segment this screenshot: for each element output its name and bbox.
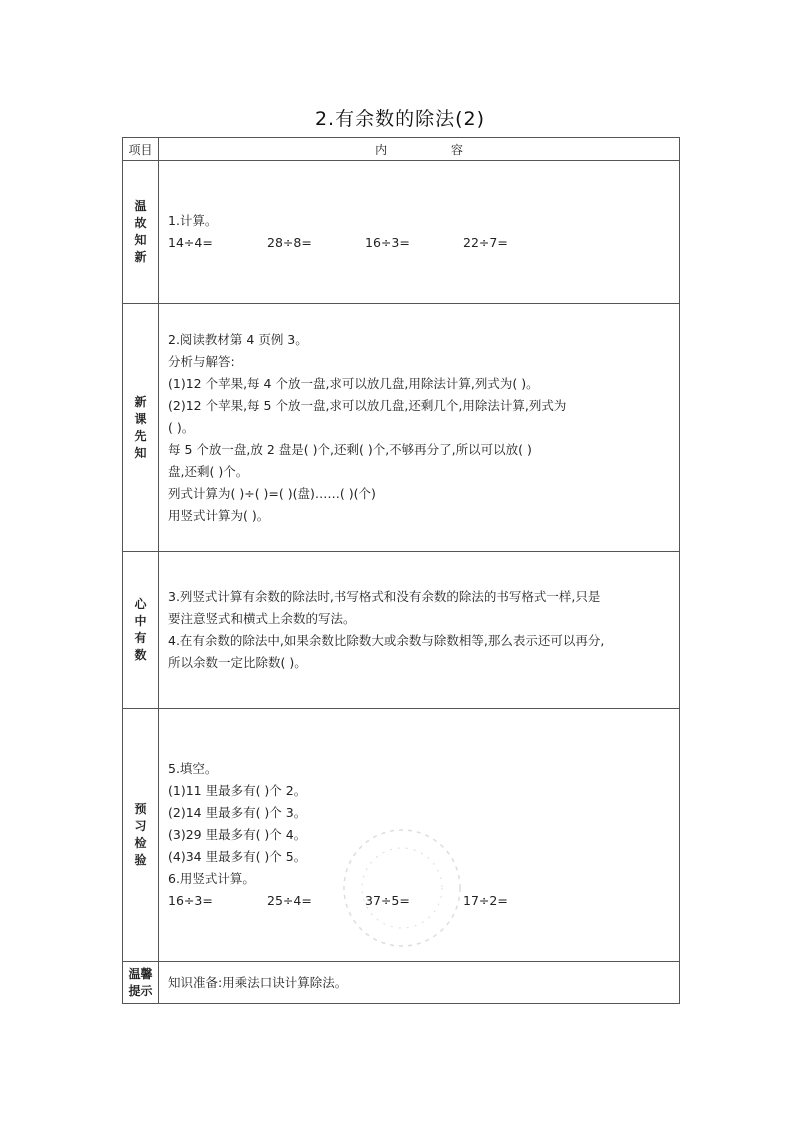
calc-item: 14÷4= (168, 235, 213, 250)
calc-item: 17÷2= (463, 893, 508, 908)
tip-text: 知识准备:用乘法口诀计算除法。 (168, 974, 348, 990)
question-5: 5.填空。 (168, 761, 218, 776)
header-content: 内 容 (159, 138, 680, 161)
watermark-seal (337, 823, 467, 953)
tip-label: 温馨 提示 (123, 962, 159, 1004)
calc-item: 16÷3= (365, 235, 410, 250)
calc-item: 37÷5= (365, 893, 410, 908)
preview-label: 预 习 检 验 (123, 709, 159, 962)
tip-row (123, 962, 680, 1004)
calc-item: 25÷4= (267, 893, 312, 908)
header-item: 项目 (123, 138, 159, 161)
fill-item: (3)29 里最多有( )个 4。 (168, 827, 307, 842)
analysis-line: (1)12 个苹果,每 4 个放一盘,求可以放几盘,用除法计算,列式为( )。 (168, 375, 539, 391)
calc-item: 16÷3= (168, 893, 213, 908)
analysis-heading: 分析与解答: (168, 353, 235, 369)
mind-label: 心 中 有 数 (123, 552, 159, 709)
fill-item: (1)11 里最多有( )个 2。 (168, 783, 307, 798)
mind-row (123, 552, 680, 709)
review-label: 温 故 知 新 (123, 161, 159, 304)
new-lesson-content (159, 304, 680, 552)
analysis-line: 盘,还剩( )个。 (168, 463, 249, 479)
analysis-line: 用竖式计算为( )。 (168, 507, 270, 523)
question-2: 2.阅读教材第 4 页例 3。 (168, 331, 308, 347)
review-content (159, 161, 680, 304)
tip-content (159, 962, 680, 1004)
analysis-line: 列式计算为( )÷( )=( )(盘)……( )(个) (168, 485, 376, 501)
analysis-line: (2)12 个苹果,每 5 个放一盘,求可以放几盘,还剩几个,用除法计算,列式为 (168, 397, 567, 413)
fill-item: (4)34 里最多有( )个 5。 (168, 849, 307, 864)
page-title: 2.有余数的除法(2) (314, 108, 486, 130)
new-lesson-label: 新 课 先 知 (123, 304, 159, 552)
point-line: 所以余数一定比除数( )。 (168, 655, 307, 670)
point-line: 要注意竖式和横式上余数的写法。 (168, 611, 356, 626)
table-header-row (123, 138, 680, 161)
calc-item: 28÷8= (267, 235, 312, 250)
fill-item: (2)14 里最多有( )个 3。 (168, 805, 307, 820)
mind-content (159, 552, 680, 709)
calc-row (168, 232, 671, 254)
calc-item: 22÷7= (463, 235, 508, 250)
point-line: 3.列竖式计算有余数的除法时,书写格式和没有余数的除法的书写格式一样,只是 (168, 589, 601, 604)
question-1: 1.计算。 (168, 213, 218, 228)
analysis-line: ( )。 (168, 419, 195, 435)
new-lesson-row (123, 304, 680, 552)
analysis-line: 每 5 个放一盘,放 2 盘是( )个,还剩( )个,不够再分了,所以可以放( ) (168, 441, 532, 457)
point-line: 4.在有余数的除法中,如果余数比除数大或余数与除数相等,那么表示还可以再分, (168, 633, 605, 648)
question-6: 6.用竖式计算。 (168, 871, 255, 886)
review-row (123, 161, 680, 304)
